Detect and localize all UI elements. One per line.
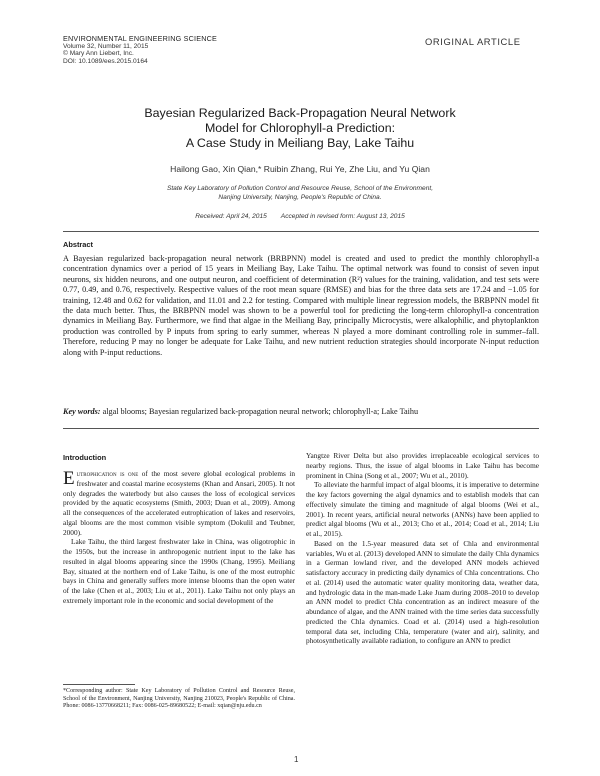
keywords-label: Key words: xyxy=(63,407,101,416)
divider-top xyxy=(63,231,539,232)
journal-name: ENVIRONMENTAL ENGINEERING SCIENCE xyxy=(63,34,217,43)
journal-doi: DOI: 10.1089/ees.2015.0164 xyxy=(63,57,148,65)
footnote-divider xyxy=(63,684,135,685)
article-dates xyxy=(60,213,540,220)
title-line-2: Model for Chlorophyll-a Prediction: xyxy=(204,121,396,136)
affiliation-line-1: State Key Laboratory of Pollution Control and Resource Reuse, School of the Environment, xyxy=(166,185,434,192)
page-number: 1 xyxy=(294,755,299,764)
abstract-text: A Bayesian regularized back-propagation neural network (BRBPNN) model is created and used to predict the monthly chlorophyll-a concentration dynamics over a period of 15 years in Meiliang Bay, Lake Taihu. The optimal network was found to consist of seven input neurons, six hidden neurons, and one output neuron, and coefficient of determination (R²) values for the training, validation, and test sets were 0.77, 0.49, and 0.76, respectively. Respective values of the root mean square (RMSE) and bias for the three data sets are 17.24 and −1.05 for training, 12.48 and 0.62 for validation, and 11.01 and 2.2 for testing. Compared with multiple linear regression models, the BRBPNN model fit the data much better. Thus, the BRBPNN model was shown to be a powerful tool for predicting the long-term chlorophyll-a concentration dynamics in Meiliang Bay. Furthermore, we find that algae in the Meiliang Bay, principally Microcystis, were alkalophilic, and phytoplankton production was controlled by P inputs from spring to early summer, whereas N played a more dominant controlling role in summer–fall. Therefore, reducing P may no longer be adequate for Lake Taihu, and new nutrient reduction strategies should incorporate N-input reduction along with P-input reductions. xyxy=(63,254,539,357)
intro-paragraph-3: Yangtze River Delta but also provides irreplaceable ecological services to nearby regions. Thus, the issue of algal blooms in Lake Taihu has become prominent in China (Song et al., 2007; Wu et al., 2010). xyxy=(306,451,539,480)
title-line-3: A Case Study in Meiliang Bay, Lake Taihu xyxy=(185,136,415,151)
right-column xyxy=(306,451,539,646)
intro-paragraph-1 xyxy=(63,469,295,537)
journal-volume: Volume 32, Number 11, 2015 xyxy=(63,42,149,50)
intro-paragraph-2: Lake Taihu, the third largest freshwater lake in China, was oligotrophic in the 1950s, but the increase in anthropogenic nutrient input to the lake has resulted in algal blooms appearing since the 1990s (Chang, 1995). Meiliang Bay, situated at the northern end of Lake Taihu, is one of the most eutrophic bays in China and generally suffers more intense blooms than the open water of the lake (Chen et al., 2003; Liu et al., 2011). Lake Taihu not only plays an extremely important role in the economic and social development of the xyxy=(63,537,295,605)
left-column xyxy=(63,469,295,606)
journal-info xyxy=(63,35,217,65)
intro-paragraph-4: To alleviate the harmful impact of algal blooms, it is imperative to determine the key factors governing the algal dynamics and to establish models that can effectively simulate the timing and magnitude of algal blooms (Wei et al., 2001). In recent years, artificial neural networks (ANNs) have been applied to predict algal blooms (Wu et al., 2013; Cho et al., 2014; Coad et al., 2014; Liu et al., 2015). xyxy=(306,480,539,538)
introduction-heading: Introduction xyxy=(63,453,107,462)
drop-cap: E xyxy=(63,468,75,489)
corresponding-author-footnote: *Corresponding author: State Key Laboratory of Pollution Control and Resource Reuse, School of the Environment, Nanjing University, Nanjing 210023, People's Republic of China. Phone: 0086-13770668211; Fax: 0086-025-89680522; E-mail: xqian@nju.edu.cn xyxy=(63,688,295,710)
intro-paragraph-5: Based on the 1.5-year measured data set of Chla and environmental variables, Wu et al. (2013) developed ANN to simulate the daily Chla dynamics in a German lowland river, and the developed ANN models achieved satisfactory accuracy in predicting daily dynamics of Chla concentrations. Cho et al. (2014) used the automatic water quality monitoring data, weather data, and hydrologic data in the man-made Lake Juam during 2008–2010 to develop an ANN model to predict Chla concentration as an indirect measure of the abundance of algae, and the ANN trained with the time series data successfully predicted the Chla dynamics. Coad et al. (2014) used a high-resolution temporal data set, including Chla, temperature (water and air), salinity, and photosynthetically available radiation, to configure an ANN to predict xyxy=(306,538,540,646)
divider-bottom xyxy=(63,428,539,429)
intro-p1-body: of the most severe global ecological problems in freshwater and coastal marine ecosystems (Khan and Ansari, 2005). It not only degrades the waterbody but also causes the loss of ecological services provided by the aquatic ecosystems (Smith, 2003; Duan et al., 2009). Among all the consequences of the accelerated eutrophication of lakes and reservoirs, algal blooms are the most common visible symptom (Dokulil and Teubner, 2000). xyxy=(63,469,295,537)
article-type: ORIGINAL ARTICLE xyxy=(425,36,521,47)
received-date: Received: April 24, 2015 xyxy=(195,213,267,220)
affiliation-line-2: Nanjing University, Nanjing, People's Republic of China. xyxy=(218,194,382,201)
intro-lead: utrophication is one xyxy=(76,469,139,478)
accepted-date: Accepted in revised form: August 13, 2015 xyxy=(280,213,405,220)
keywords-text: algal blooms; Bayesian regularized back-propagation neural network; chlorophyll-a; Lake Taihu xyxy=(102,407,419,416)
paper-title xyxy=(60,106,540,152)
abstract-heading: Abstract xyxy=(63,240,93,249)
keywords xyxy=(63,407,539,417)
journal-copyright: © Mary Ann Liebert, Inc. xyxy=(63,50,134,58)
affiliation xyxy=(60,184,540,202)
author-list: Hailong Gao, Xin Qian,* Ruibin Zhang, Rui Ye, Zhe Liu, and Yu Qian xyxy=(170,164,430,174)
title-line-1: Bayesian Regularized Back-Propagation Neural Network xyxy=(144,106,456,120)
